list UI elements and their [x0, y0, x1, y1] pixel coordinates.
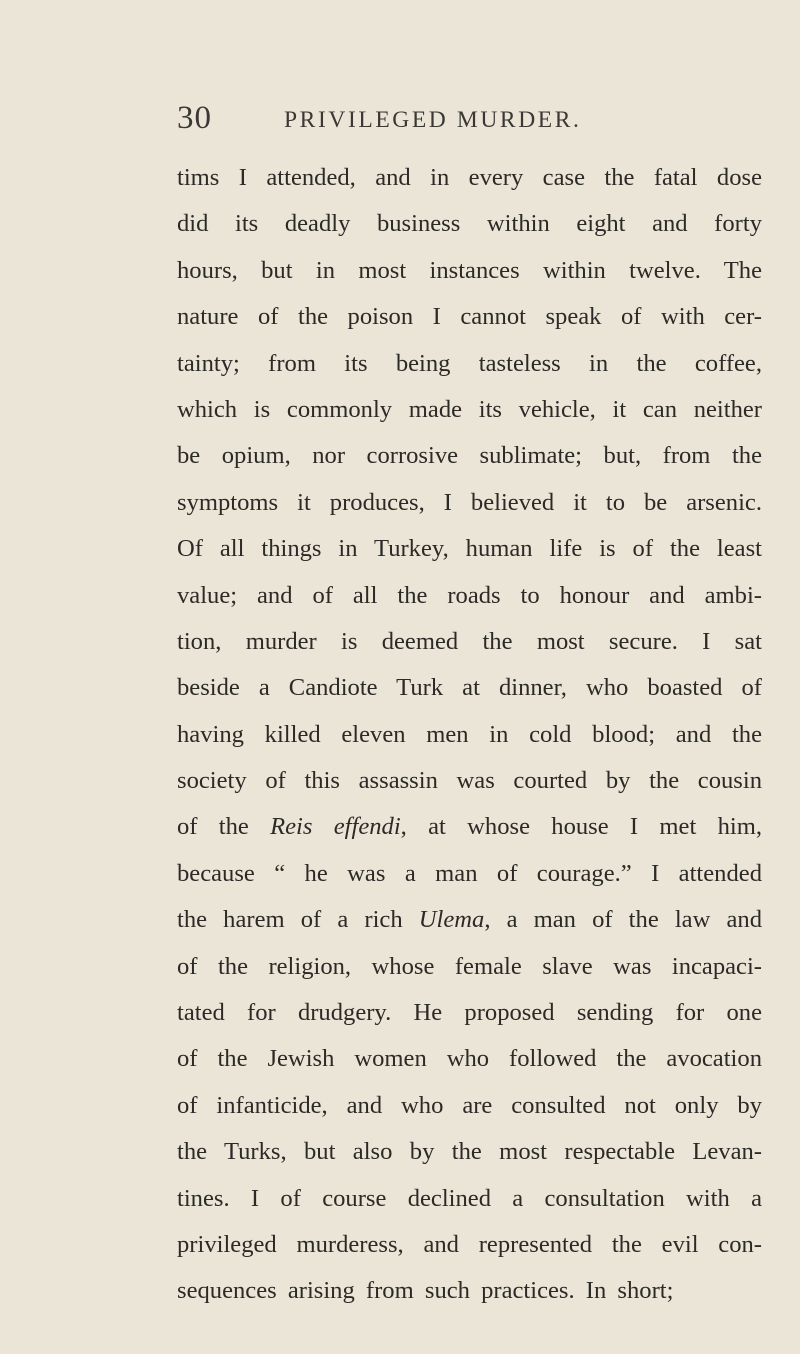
- page-number: 30: [177, 100, 212, 136]
- text-line: having killed eleven men in cold blood; and the: [177, 720, 762, 748]
- text-line: which is commonly made its vehicle, it can neither: [177, 395, 762, 423]
- running-title: PRIVILEGED MURDER.: [284, 107, 582, 133]
- text-line: of infanticide, and who are consulted not only by: [177, 1091, 762, 1119]
- text-line: nature of the poison I cannot speak of with cer-: [177, 303, 762, 331]
- text-segment: , a man of the law and: [484, 906, 762, 934]
- text-line: did its deadly business within eight and forty: [177, 210, 762, 238]
- body-text: [177, 155, 762, 1315]
- text-segment: the harem of a rich: [177, 906, 419, 934]
- text-line: of the religion, whose female slave was incapaci-: [177, 952, 762, 980]
- text-line: tion, murder is deemed the most secure. I sat: [177, 627, 762, 655]
- text-line: beside a Candiote Turk at dinner, who boasted of: [177, 674, 762, 702]
- text-line: value; and of all the roads to honour and ambi-: [177, 581, 762, 609]
- text-line: the Turks, but also by the most respectable Levan-: [177, 1138, 762, 1166]
- text-line: [177, 897, 762, 943]
- text-line: tims I attended, and in every case the fatal dose: [177, 164, 762, 191]
- text-line: [177, 804, 762, 850]
- text-line: hours, but in most instances within twelve. The: [177, 256, 762, 284]
- text-line: be opium, nor corrosive sublimate; but, from the: [177, 442, 762, 470]
- text-line: tines. I of course declined a consultation with a: [177, 1184, 762, 1212]
- text-line: sequences arising from such practices. In short;: [177, 1277, 674, 1305]
- text-line: of the Jewish women who followed the avocation: [177, 1045, 762, 1073]
- italic-term: Ulema: [418, 906, 485, 934]
- text-line: tainty; from its being tasteless in the coffee,: [177, 349, 762, 377]
- running-head: [0, 100, 800, 140]
- text-segment: of the: [177, 813, 271, 841]
- text-line: symptoms it produces, I believed it to be arsenic.: [177, 488, 762, 516]
- text-line: because “ he was a man of courage.” I attended: [177, 859, 762, 887]
- text-line: Of all things in Turkey, human life is of the least: [177, 535, 762, 563]
- text-line: privileged murderess, and represented the evil con-: [177, 1230, 762, 1258]
- text-line: tated for drudgery. He proposed sending for one: [177, 999, 762, 1027]
- italic-term: Reis effendi: [270, 813, 401, 841]
- text-line: society of this assassin was courted by the cousin: [177, 767, 762, 795]
- text-segment: , at whose house I met him,: [400, 813, 762, 841]
